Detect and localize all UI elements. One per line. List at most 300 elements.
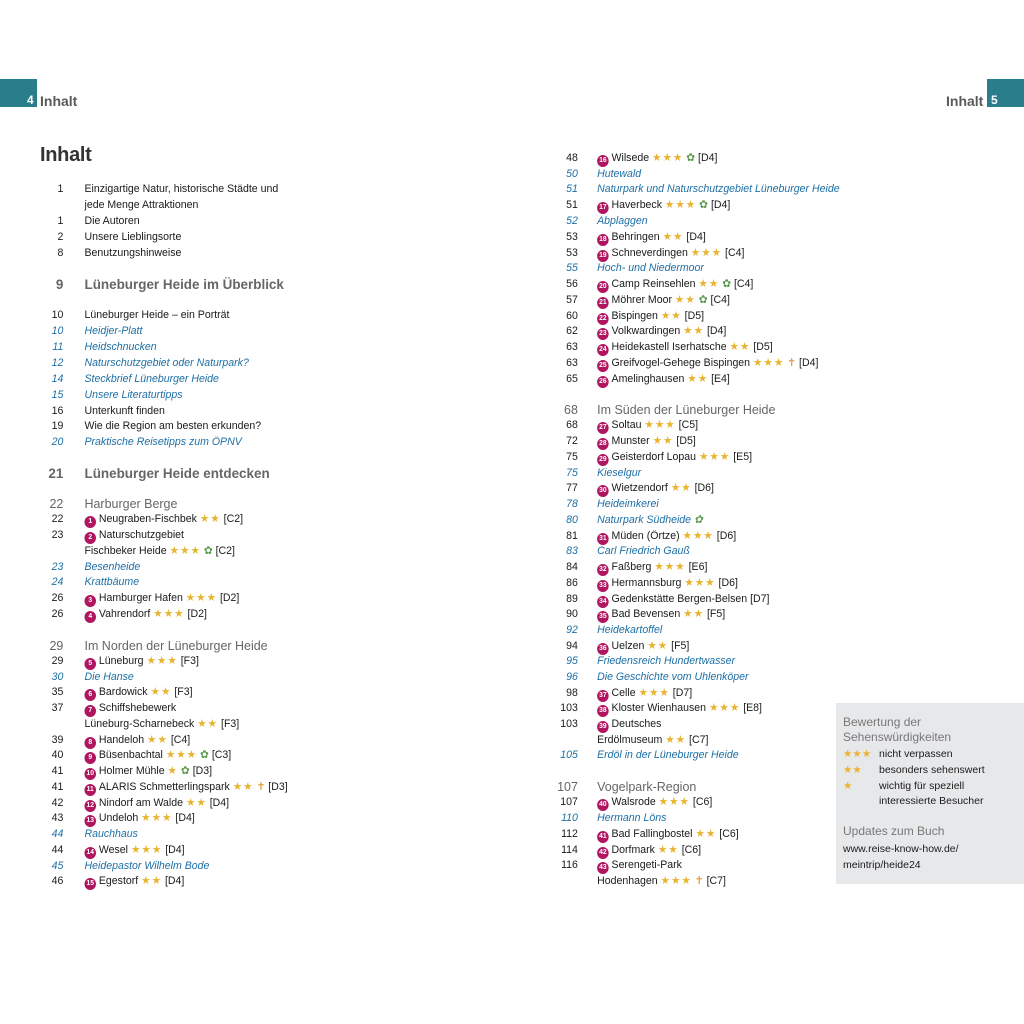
- toc-page-number: 51: [566, 199, 578, 211]
- location-number-badge: 12: [84, 800, 96, 812]
- toc-entry-title: Besenheide: [84, 561, 141, 573]
- toc-entry-text: [84, 701, 176, 717]
- toc-entry-title: Hutewald: [597, 168, 642, 180]
- rating-stars-icon: ★★: [647, 640, 669, 652]
- location-number-badge: 38: [597, 705, 609, 717]
- toc-page-number: 55: [566, 262, 578, 274]
- toc-page-number: 81: [566, 530, 578, 542]
- toc-page-number: 72: [566, 435, 578, 447]
- toc-entry-title: Handeloh: [98, 734, 145, 746]
- toc-entry-title: Schneverdingen: [611, 247, 688, 259]
- map-grid-reference: [D4]: [710, 199, 731, 211]
- nature-leaf-icon: ✿: [200, 749, 209, 761]
- toc-entry-text: [597, 544, 690, 560]
- toc-entry-text: [597, 182, 839, 198]
- toc-page-number: 15: [51, 389, 64, 401]
- toc-entry-title: Naturpark und Naturschutzgebiet Lüneburger Heide: [597, 183, 840, 195]
- toc-entry-title: Hermann Löns: [597, 812, 667, 824]
- toc-entry-text: [84, 372, 218, 388]
- toc-entry-title: Camp Reinsehlen: [611, 278, 696, 290]
- toc-entry-title: Gedenkstätte Bergen-Belsen: [611, 593, 748, 605]
- toc-entry-text: [84, 560, 140, 576]
- toc-entry-title: Hamburger Hafen: [98, 592, 183, 604]
- toc-page-number: 110: [561, 812, 578, 824]
- toc-entry-text: [597, 701, 762, 717]
- toc-page-number: 57: [566, 294, 578, 306]
- rating-stars-icon: ★★: [232, 781, 254, 793]
- toc-page-number: 41: [51, 781, 64, 793]
- toc-page-number: 23: [51, 529, 64, 541]
- family-person-icon: ✝: [787, 357, 797, 369]
- map-grid-reference: [F5]: [706, 608, 726, 620]
- toc-entry-text: [597, 497, 659, 513]
- toc-entry-title: Friedensreich Hundertwasser: [597, 655, 736, 667]
- rating-stars-icon: ★★: [662, 231, 684, 243]
- toc-entry-title: Praktische Reisetipps zum ÖPNV: [84, 436, 242, 448]
- toc-entry-title: Naturschutzgebiet oder Naturpark?: [84, 357, 249, 369]
- map-grid-reference: [C3]: [211, 749, 232, 761]
- toc-entry-title: Naturpark Südheide: [597, 514, 692, 526]
- rating-stars-icon: ★★★: [644, 419, 676, 431]
- rating-stars-icon: ★★★: [660, 875, 692, 887]
- toc-entry-text: [597, 686, 692, 702]
- map-grid-reference: [D2]: [187, 608, 207, 620]
- toc-page-number: 80: [566, 514, 578, 526]
- toc-entry-text: [84, 419, 261, 435]
- toc-entry-text: [84, 638, 267, 654]
- toc-entry-title: Undeloh: [98, 812, 139, 824]
- toc-page-number: 95: [566, 655, 578, 667]
- location-number-badge: 15: [84, 878, 96, 890]
- toc-page-number: 26: [51, 592, 64, 604]
- nature-leaf-icon: ✿: [180, 765, 190, 777]
- updates-url-line1[interactable]: www.reise-know-how.de/: [843, 843, 959, 855]
- rating-stars-icon: ★: [167, 765, 178, 777]
- toc-page-number: 112: [561, 828, 578, 840]
- toc-entry-text: [597, 481, 714, 497]
- location-number-badge: 4: [84, 611, 96, 623]
- map-grid-reference: [D4]: [209, 797, 230, 809]
- toc-page-number: 16: [51, 405, 64, 417]
- toc-entry-text: [597, 811, 666, 827]
- map-grid-reference: [D6]: [718, 577, 738, 589]
- toc-entry-title: Lüneburger Heide im Überblick: [84, 276, 284, 292]
- toc-page-number: 11: [52, 341, 64, 353]
- toc-entry-text: [597, 214, 648, 230]
- rating-stars-icon: ★★★: [658, 796, 690, 808]
- map-grid-reference: [D4]: [686, 231, 706, 243]
- toc-entry-text: [597, 277, 753, 293]
- toc-entry-title: Erdölmuseum: [597, 734, 663, 746]
- toc-entry-text: [597, 167, 641, 183]
- toc-page-number: 52: [566, 215, 578, 227]
- toc-entry-text: [84, 733, 190, 749]
- location-number-badge: 8: [84, 737, 96, 749]
- toc-entry-text: [597, 654, 735, 670]
- location-number-badge: 31: [597, 533, 609, 545]
- toc-page-number: 46: [51, 875, 64, 887]
- toc-page-number: 78: [566, 498, 578, 510]
- rating-stars-icon: ★★: [141, 875, 163, 887]
- map-grid-reference: [C5]: [678, 419, 699, 431]
- toc-entry-text: [597, 513, 703, 529]
- updates-url-line2[interactable]: meintrip/heide24: [843, 859, 921, 871]
- toc-page-number: 48: [566, 152, 578, 164]
- toc-page-number: 37: [51, 702, 64, 714]
- toc-entry-title: Unterkunft finden: [84, 405, 165, 417]
- toc-page-number: 105: [560, 749, 578, 761]
- toc-page-number: 89: [566, 593, 578, 605]
- map-grid-reference: [D4]: [706, 325, 727, 337]
- location-number-badge: 1: [84, 516, 96, 528]
- map-grid-reference: [C6]: [719, 828, 739, 840]
- toc-entry-text: [84, 528, 184, 544]
- left-page-number: 4: [27, 93, 34, 107]
- location-number-badge: 5: [84, 658, 96, 670]
- map-grid-reference: [E6]: [688, 561, 708, 573]
- toc-entry-title: Einzigartige Natur, historische Städte und: [84, 183, 279, 195]
- toc-entry-title: Lüneburger Heide – ein Porträt: [84, 309, 230, 321]
- location-number-badge: 33: [597, 580, 609, 592]
- toc-entry-text: [84, 277, 283, 293]
- toc-entry-title: Im Norden der Lüneburger Heide: [84, 638, 268, 653]
- toc-entry-title: Kloster Wienhausen: [611, 702, 707, 714]
- toc-entry-title: Hermannsburg: [611, 577, 682, 589]
- map-grid-reference: [F3]: [180, 655, 199, 667]
- nature-leaf-icon: ✿: [686, 152, 696, 164]
- location-number-badge: 21: [597, 297, 609, 309]
- toc-entry-title: Soltau: [611, 419, 642, 431]
- legend-row-2-stars: [843, 763, 985, 778]
- rating-stars-icon: ★★★: [185, 592, 218, 604]
- toc-entry-title: Naturschutzgebiet: [98, 529, 185, 541]
- toc-entry-title: Egestorf: [98, 875, 139, 887]
- toc-page-number: 10: [51, 309, 64, 321]
- rating-stars-icon: ★★★: [753, 357, 785, 369]
- location-number-badge: 29: [597, 454, 609, 466]
- toc-page-number: 41: [51, 765, 64, 777]
- location-number-badge: 14: [84, 847, 96, 859]
- toc-entry-title: Behringen: [611, 231, 660, 243]
- toc-entry-text: [84, 512, 243, 528]
- toc-page-number: 22: [49, 496, 64, 511]
- location-number-badge: 22: [597, 313, 609, 325]
- toc-entry-title: ALARIS Schmetterlingspark: [98, 781, 230, 793]
- toc-entry-title: Neugraben-Fischbek: [98, 513, 197, 525]
- toc-entry-text: [84, 859, 209, 875]
- location-number-badge: 2: [84, 532, 96, 544]
- rating-stars-icon: ★★★: [708, 702, 741, 714]
- toc-entry-title: Möhrer Moor: [611, 294, 672, 306]
- toc-page-number: 75: [566, 451, 578, 463]
- rating-stars-icon: ★★: [687, 373, 709, 385]
- toc-entry-text: [84, 780, 287, 796]
- map-grid-reference: [E5]: [733, 451, 753, 463]
- toc-page-number: 116: [561, 859, 578, 871]
- nature-leaf-icon: ✿: [203, 545, 213, 557]
- legend-row-text: interessierte Besucher: [879, 795, 984, 807]
- map-grid-reference: [D6]: [716, 530, 737, 542]
- rating-stars-icon: ★★★: [699, 451, 731, 463]
- legend-row-3-stars: [843, 747, 953, 762]
- toc-entry-text: [597, 340, 773, 356]
- toc-entry-title: Lüneburg-Scharnebeck: [84, 718, 195, 730]
- toc-page-number: 63: [566, 341, 578, 353]
- toc-page-number: 44: [51, 844, 64, 856]
- toc-entry-text: [597, 623, 662, 639]
- toc-page-number: 45: [51, 860, 64, 872]
- rating-stars-icon: ★★: [147, 734, 168, 746]
- location-number-badge: 17: [597, 202, 609, 214]
- toc-entry-text: [84, 748, 231, 764]
- location-number-badge: 11: [84, 784, 96, 796]
- toc-entry-text: [597, 402, 775, 418]
- toc-entry-text: [84, 670, 133, 686]
- toc-page-number: 51: [566, 183, 578, 195]
- rating-stars-icon: ★★★: [146, 655, 178, 667]
- toc-page-number: 94: [566, 640, 578, 652]
- rating-stars-icon: ★★★: [153, 608, 185, 620]
- toc-page-number: 86: [566, 577, 578, 589]
- toc-entry-text: [597, 843, 701, 859]
- toc-entry-text: [597, 529, 736, 545]
- toc-page-number: 114: [561, 844, 578, 856]
- toc-entry-title: Wietzendorf: [611, 482, 668, 494]
- map-grid-reference: [D5]: [753, 341, 773, 353]
- toc-entry-title: Unsere Lieblingsorte: [84, 231, 182, 243]
- toc-entry-title: Vahrendorf: [98, 608, 151, 620]
- toc-entry-title: Heidekartoffel: [597, 624, 663, 636]
- map-grid-reference: [C7]: [689, 734, 709, 746]
- toc-entry-title: Greifvogel-Gehege Bispingen: [611, 357, 751, 369]
- toc-page-number: 14: [51, 373, 64, 385]
- toc-entry-text: [84, 607, 206, 623]
- rating-stars-icon: ★★: [670, 482, 692, 494]
- toc-entry-text: [84, 764, 212, 780]
- location-number-badge: 13: [84, 815, 96, 827]
- toc-entry-title: Die Geschichte vom Uhlenköper: [597, 671, 749, 683]
- stars-icon: ★★★: [843, 748, 872, 760]
- toc-entry-text: [597, 607, 725, 623]
- toc-entry-title: jede Menge Attraktionen: [84, 199, 199, 211]
- toc-page-number: 44: [51, 828, 64, 840]
- toc-entry-text: [84, 717, 239, 733]
- toc-entry-text: [597, 576, 738, 592]
- toc-entry-text: [84, 496, 177, 512]
- toc-entry-title: Dorfmark: [611, 844, 655, 856]
- toc-entry-text: [84, 466, 269, 482]
- location-number-badge: 35: [597, 611, 609, 623]
- nature-leaf-icon: ✿: [722, 278, 732, 290]
- toc-entry-title: Celle: [611, 687, 636, 699]
- toc-entry-title: Munster: [611, 435, 650, 447]
- toc-page-number: 90: [566, 608, 578, 620]
- toc-entry-title: Bad Fallingbostel: [611, 828, 693, 840]
- toc-entry-title: Müden (Örtze): [611, 530, 680, 542]
- legend-row-text: nicht verpassen: [879, 748, 953, 760]
- rating-stars-icon: ★★: [729, 341, 751, 353]
- toc-entry-text: [84, 246, 181, 262]
- toc-entry-text: [597, 324, 726, 340]
- right-running-head: Inhalt: [946, 93, 984, 109]
- toc-entry-title: Haverbeck: [611, 199, 662, 211]
- location-number-badge: 10: [84, 768, 96, 780]
- rating-stars-icon: ★★★: [165, 749, 198, 761]
- toc-entry-title: Unsere Literaturtipps: [84, 389, 183, 401]
- location-number-badge: 26: [597, 376, 609, 388]
- rating-stars-icon: ★★: [674, 294, 696, 306]
- toc-page-number: 20: [51, 436, 64, 448]
- location-number-badge: 41: [597, 831, 609, 843]
- toc-entry-title: Volkwardingen: [611, 325, 681, 337]
- toc-page-number: 50: [566, 168, 578, 180]
- toc-entry-text: [84, 230, 181, 246]
- toc-entry-text: [84, 811, 194, 827]
- toc-entry-title: Kieselgur: [597, 467, 642, 479]
- location-number-badge: 16: [597, 155, 609, 167]
- location-number-badge: 32: [597, 564, 609, 576]
- toc-entry-text: [597, 309, 704, 325]
- toc-page-number: 42: [51, 797, 64, 809]
- toc-entry-title: Hoch- und Niedermoor: [597, 262, 704, 274]
- nature-leaf-icon: ✿: [693, 514, 703, 526]
- toc-entry-text: [597, 261, 704, 277]
- toc-entry-title: Wesel: [98, 844, 129, 856]
- toc-page-number: 62: [566, 325, 578, 337]
- map-grid-reference: [E8]: [743, 702, 762, 714]
- rating-stars-icon: ★★★: [141, 812, 173, 824]
- toc-entry-title: Deutsches: [611, 718, 662, 730]
- rating-stars-icon: ★★★: [690, 247, 723, 259]
- toc-entry-title: Harburger Berge: [84, 496, 178, 511]
- toc-entry-title: Heideimkerei: [597, 498, 659, 510]
- toc-entry-title: Fischbeker Heide: [84, 545, 167, 557]
- location-number-badge: 39: [597, 721, 609, 733]
- legend-row-continuation: [843, 794, 984, 809]
- toc-entry-text: [84, 356, 248, 372]
- toc-entry-text: [597, 717, 661, 733]
- map-grid-reference: [C7]: [706, 875, 726, 887]
- toc-entry-title: Schiffshebewerk: [98, 702, 177, 714]
- toc-page-number: 53: [566, 231, 578, 243]
- toc-entry-title: Heidepastor Wilhelm Bode: [84, 860, 210, 872]
- toc-page-number: 8: [57, 247, 64, 259]
- toc-page-number: 103: [560, 702, 578, 714]
- location-number-badge: 42: [597, 847, 609, 859]
- rating-legend-box: [836, 703, 1024, 884]
- rating-stars-icon: ★★★: [682, 530, 714, 542]
- location-number-badge: 6: [84, 689, 96, 701]
- map-grid-reference: [D5]: [676, 435, 696, 447]
- toc-entry-title: Wilsede: [611, 152, 650, 164]
- toc-entry-title: Walsrode: [611, 796, 656, 808]
- map-grid-reference: [C4]: [733, 278, 754, 290]
- toc-page-number: 103: [560, 718, 578, 730]
- updates-title: Updates zum Buch: [843, 824, 945, 838]
- location-number-badge: 24: [597, 344, 609, 356]
- toc-page-number: 96: [566, 671, 578, 683]
- rating-stars-icon: ★★★: [130, 844, 163, 856]
- stars-icon: ★★: [843, 764, 862, 776]
- toc-entry-text: [597, 466, 641, 482]
- toc-page-number: 98: [566, 687, 578, 699]
- family-person-icon: ✝: [694, 875, 704, 887]
- toc-entry-title: Lüneburger Heide entdecken: [84, 465, 270, 481]
- toc-entry-text: [597, 592, 769, 608]
- rating-stars-icon: ★★★: [664, 199, 697, 211]
- rating-stars-icon: ★★: [695, 828, 717, 840]
- location-number-badge: 37: [597, 690, 609, 702]
- legend-row-text: besonders sehenswert: [879, 764, 985, 776]
- map-grid-reference: [C4]: [725, 247, 745, 259]
- toc-page-number: 77: [566, 482, 578, 494]
- toc-page-number: 63: [566, 357, 578, 369]
- toc-entry-title: Vogelpark-Region: [597, 779, 697, 794]
- toc-entry-text: [597, 670, 748, 686]
- toc-entry-text: [84, 685, 192, 701]
- map-grid-reference: [D3]: [268, 781, 288, 793]
- toc-entry-title: Holmer Mühle: [98, 765, 165, 777]
- rating-stars-icon: ★★: [665, 734, 687, 746]
- toc-entry-title: Serengeti-Park: [611, 859, 682, 871]
- toc-page-number: 1: [57, 215, 64, 227]
- toc-page-number: 19: [51, 420, 64, 432]
- rating-stars-icon: ★★: [652, 435, 674, 447]
- toc-entry-title: Heidjer-Platt: [84, 325, 143, 337]
- toc-entry-text: [597, 293, 730, 309]
- map-grid-reference: [C2]: [215, 545, 235, 557]
- left-running-head: Inhalt: [40, 93, 78, 109]
- toc-entry-title: Die Autoren: [84, 215, 140, 227]
- toc-entry-text: [84, 796, 229, 812]
- map-grid-reference: [D6]: [694, 482, 714, 494]
- toc-entry-title: Büsenbachtal: [98, 749, 163, 761]
- toc-page-number: 75: [566, 467, 578, 479]
- toc-entry-text: [84, 388, 182, 404]
- toc-page-number: 24: [51, 576, 64, 588]
- toc-entry-text: [84, 827, 137, 843]
- toc-page-number: 22: [51, 513, 64, 525]
- map-grid-reference: [D7]: [750, 593, 770, 605]
- toc-entry-text: [597, 230, 706, 246]
- toc-entry-title: Rauchhaus: [84, 828, 138, 840]
- toc-entry-title: Im Süden der Lüneburger Heide: [597, 402, 776, 417]
- toc-page-number: 107: [557, 779, 578, 794]
- toc-page-number: 2: [57, 231, 64, 243]
- map-grid-reference: [D4]: [175, 812, 195, 824]
- location-number-badge: 27: [597, 422, 609, 434]
- toc-entry-text: [597, 639, 689, 655]
- toc-entry-title: Nindorf am Walde: [98, 797, 183, 809]
- toc-entry-title: Krattbäume: [84, 576, 140, 588]
- toc-entry-text: [84, 214, 139, 230]
- toc-entry-text: [597, 151, 717, 167]
- toc-entry-title: Die Hanse: [84, 671, 134, 683]
- rating-stars-icon: ★★: [698, 278, 720, 290]
- map-grid-reference: [D4]: [799, 357, 819, 369]
- toc-entry-text: [597, 560, 707, 576]
- toc-entry-title: Bispingen: [611, 310, 658, 322]
- toc-entry-title: Bad Bevensen: [611, 608, 681, 620]
- map-grid-reference: [D5]: [684, 310, 705, 322]
- location-number-badge: 43: [597, 862, 609, 874]
- toc-entry-title: Geisterdorf Lopau: [611, 451, 697, 463]
- toc-entry-text: [84, 544, 235, 560]
- toc-page-number: 56: [566, 278, 578, 290]
- toc-entry-title: Wie die Region am besten erkunden?: [84, 420, 262, 432]
- toc-entry-text: [597, 748, 738, 764]
- nature-leaf-icon: ✿: [699, 199, 709, 211]
